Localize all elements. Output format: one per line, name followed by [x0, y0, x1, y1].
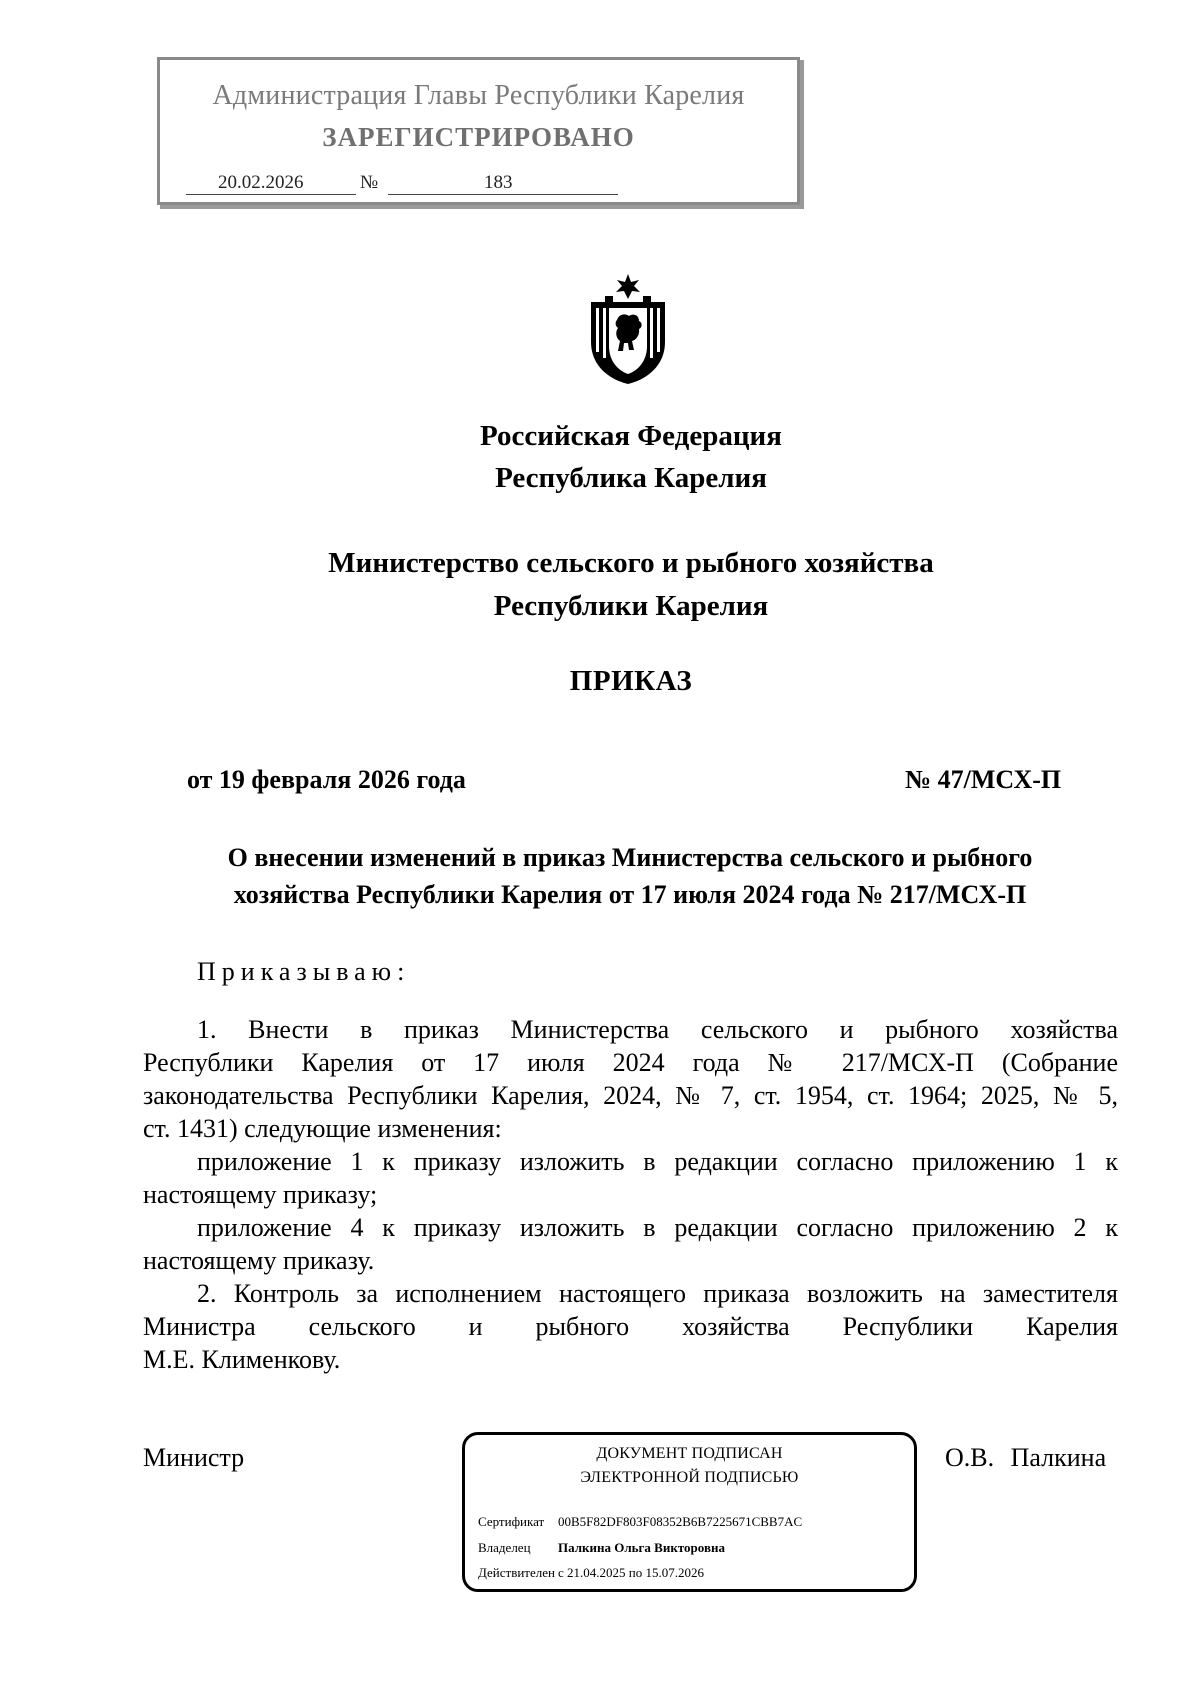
signatory-name: О.В. Палкина	[945, 1443, 1107, 1472]
body-line: настоящему приказу.	[143, 1246, 375, 1275]
body-line: ст. 1431) следующие изменения:	[143, 1114, 502, 1143]
signatory-position: Министр	[143, 1443, 245, 1472]
order-number: № 47/МСХ-П	[905, 765, 1062, 794]
ministry-heading-line2: Республики Карелия	[493, 590, 769, 622]
body-line: Республики Карелия от 17 июля 2024 года № 217/МСХ-П (Собрание	[143, 1048, 1118, 1077]
registration-number: 183	[388, 172, 618, 195]
karelia-coat-of-arms-icon	[585, 272, 671, 386]
registration-number-label: №	[360, 172, 379, 193]
order-word: Приказываю:	[197, 957, 411, 986]
document-type: ПРИКАЗ	[569, 665, 693, 697]
body-line: Министра сельского и рыбного хозяйства Республики Карелия	[143, 1312, 1118, 1341]
esig-validity-label: Действителен	[478, 1565, 555, 1580]
esig-validity-row	[478, 1565, 704, 1581]
body-line: 2. Контроль за исполнением настоящего приказа возложить на заместителя	[197, 1279, 1118, 1308]
esig-owner-label: Владелец	[478, 1540, 531, 1555]
registration-status: ЗАРЕГИСТРИРОВАНО	[322, 122, 635, 152]
order-date: от 19 февраля 2026 года	[187, 765, 466, 794]
esig-title-line1: ДОКУМЕНТ ПОДПИСАН	[596, 1445, 783, 1462]
body-line: М.Е. Клименкову.	[143, 1345, 341, 1374]
registration-stamp	[157, 57, 800, 205]
subject-line2: хозяйства Республики Карелия от 17 июля 2024 года № 217/МСХ-П	[233, 880, 1027, 909]
esig-title-line2: ЭЛЕКТРОННОЙ ПОДПИСЬЮ	[580, 1469, 799, 1486]
body-line: 1. Внести в приказ Министерства сельского и рыбного хозяйства	[197, 1015, 1118, 1044]
esig-certificate-row	[478, 1514, 802, 1530]
electronic-signature-stamp	[462, 1432, 917, 1592]
region-heading: Республика Карелия	[495, 462, 767, 494]
body-line: приложение 1 к приказу изложить в редакции согласно приложению 1 к	[197, 1147, 1118, 1176]
body-line: законодательства Республики Карелия, 2024, № 7, ст. 1954, ст. 1964; 2025, № 5,	[143, 1081, 1118, 1110]
esig-certificate-value: 00B5F82DF803F08352B6B7225671CBB7AC	[558, 1514, 803, 1529]
esig-owner-row	[478, 1540, 725, 1556]
esig-validity-value: с 21.04.2025 по 15.07.2026	[558, 1565, 704, 1580]
ministry-heading-line1: Министерство сельского и рыбного хозяйства	[328, 547, 934, 579]
country-heading: Российская Федерация	[480, 420, 782, 452]
registration-date: 20.02.2026	[186, 172, 356, 195]
body-line: настоящему приказу;	[143, 1180, 378, 1209]
esig-owner-value: Палкина Ольга Викторовна	[558, 1540, 725, 1555]
registration-authority: Администрация Главы Республики Карелия	[212, 80, 745, 111]
body-line: приложение 4 к приказу изложить в редакции согласно приложению 2 к	[197, 1213, 1118, 1242]
esig-certificate-label: Сертификат	[478, 1514, 545, 1529]
subject-line1: О внесении изменений в приказ Министерства сельского и рыбного	[227, 843, 1033, 872]
